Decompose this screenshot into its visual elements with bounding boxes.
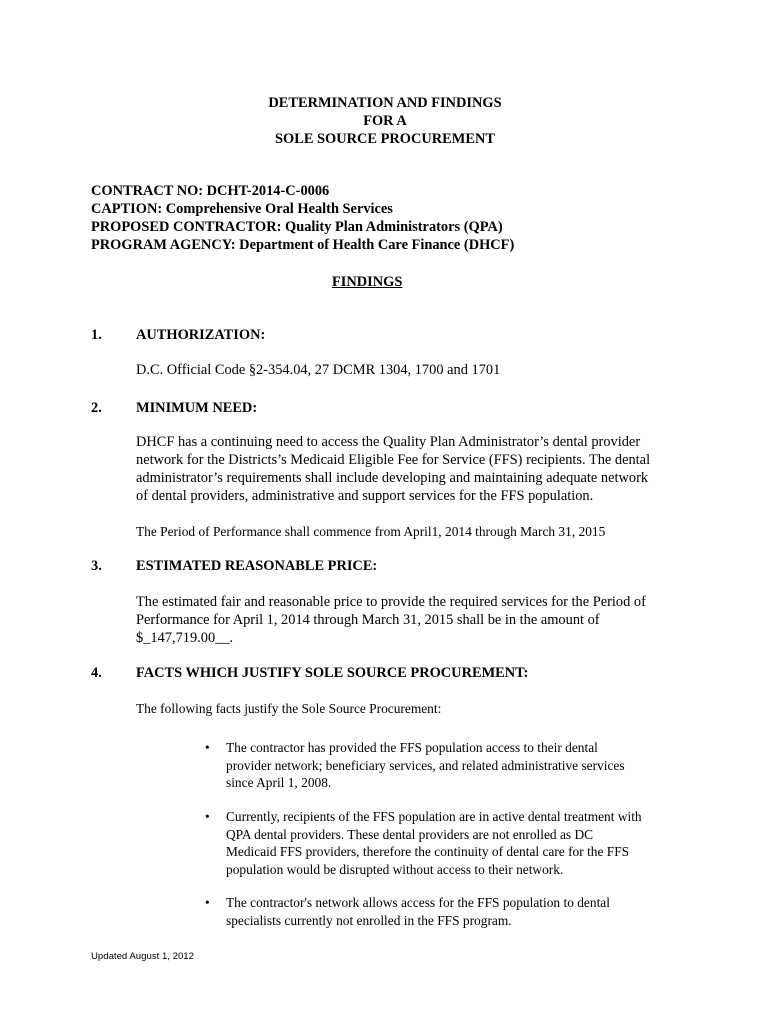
bullet-text (226, 894, 610, 929)
section-3-title: ESTIMATED REASONABLE PRICE: (136, 558, 378, 574)
section-3-line: The estimated fair and reasonable price to provide the required services for the Period of (136, 594, 646, 610)
section-3-number: 3. (91, 558, 102, 574)
section-4-intro (136, 700, 681, 718)
section-3-body (136, 593, 681, 647)
bullet-line: Medicaid FFS providers, therefore the continuity of dental care for the FFS (226, 844, 630, 859)
section-1-line: D.C. Official Code §2-354.04, 27 DCMR 1304, 1700 and 1701 (136, 362, 501, 378)
bullet-line: specialists currently not enrolled in the FFS program. (226, 912, 512, 928)
section-2-number: 2. (91, 400, 102, 416)
bullet-line: The contractor's network allows access for the FFS population to dental (226, 895, 610, 910)
bullet-text (226, 808, 642, 878)
period-of-performance (136, 523, 681, 541)
section-1-body (136, 361, 681, 379)
section-3-line: Performance for April 1, 2014 through March 31, 2015 shall be in the amount of (136, 612, 600, 628)
section-2-line: administrator’s requirements shall include developing and maintaining adequate network (136, 470, 649, 486)
bullet-line: The contractor has provided the FFS population access to their dental (226, 740, 598, 755)
section-2-line: DHCF has a continuing need to access the Quality Plan Administrator’s dental provider (136, 434, 641, 450)
contract-number: CONTRACT NO: DCHT-2014-C-0006 (91, 183, 330, 199)
section-2-line: of dental providers, administrative and support services for the FFS population. (136, 488, 594, 504)
bullet-dot: • (205, 809, 210, 824)
page-footer: Updated August 1, 2012 (91, 951, 194, 962)
contract-header (91, 182, 514, 254)
bullet-line: population would be disrupted without access to their network. (226, 861, 564, 877)
section-2-line: network for the Districts’s Medicaid Eligible Fee for Service (FFS) recipients. The dental (136, 452, 651, 468)
caption: CAPTION: Comprehensive Oral Health Services (91, 201, 393, 217)
bullet-dot: • (205, 740, 210, 755)
section-3-line: $_147,719.00__. (136, 630, 234, 646)
section-4-intro-line: The following facts justify the Sole Source Procurement: (136, 701, 442, 716)
section-2-title: MINIMUM NEED: (136, 400, 258, 416)
bullet-dot: • (205, 895, 210, 910)
period-line: The Period of Performance shall commence from April1, 2014 through March 31, 2015 (136, 524, 606, 539)
section-1-title: AUTHORIZATION: (136, 327, 266, 343)
proposed-contractor: PROPOSED CONTRACTOR: Quality Plan Administrators (QPA) (91, 219, 503, 235)
program-agency: PROGRAM AGENCY: Department of Health Care Finance (DHCF) (91, 237, 515, 253)
section-4-title: FACTS WHICH JUSTIFY SOLE SOURCE PROCUREMENT: (136, 665, 529, 681)
section-2-body (136, 433, 681, 505)
findings-heading: FINDINGS (332, 274, 403, 290)
bullet-line: QPA dental providers. These dental providers are not enrolled as DC (226, 826, 594, 842)
title-line-2: FOR A (363, 113, 407, 129)
title-line-3: SOLE SOURCE PROCUREMENT (275, 131, 495, 147)
title-line-1: DETERMINATION AND FINDINGS (268, 95, 502, 111)
bullet-line: since April 1, 2008. (226, 775, 332, 790)
document-title (0, 94, 770, 148)
section-4-number: 4. (91, 665, 102, 681)
bullet-text (226, 739, 625, 792)
bullet-line: provider network; beneficiary services, and related administrative services (226, 757, 625, 773)
bullet-line: Currently, recipients of the FFS population are in active dental treatment with (226, 809, 642, 824)
section-1-number: 1. (91, 327, 102, 343)
